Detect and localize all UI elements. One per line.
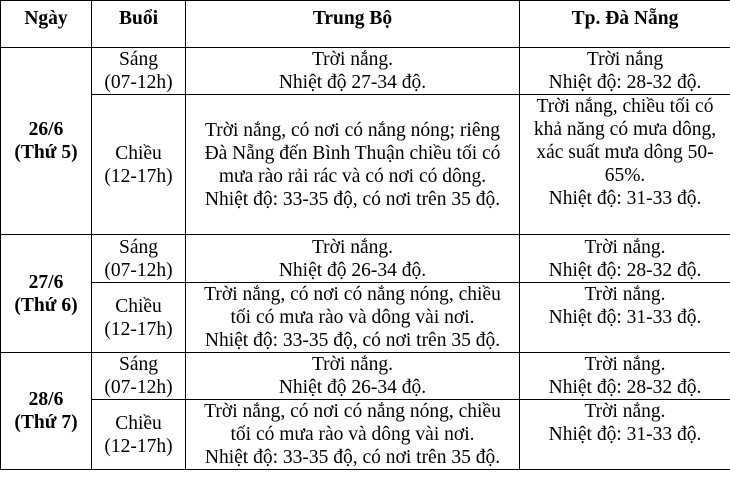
forecast-line: Trời nắng, chiều tối có — [536, 96, 714, 117]
session-label: Sáng — [119, 49, 158, 70]
session-hours: (07-12h) — [104, 377, 173, 398]
forecast-line: Nhiệt độ 27-34 độ. — [278, 72, 427, 93]
session-label: Sáng — [119, 236, 158, 258]
forecast-line: Nhiệt độ: 31-33 độ. — [548, 307, 702, 328]
session-label: Chiều — [115, 412, 162, 434]
danang-forecast — [520, 400, 730, 470]
header-danang: Tp. Đà Nẵng — [520, 1, 730, 48]
danang-forecast — [520, 95, 730, 235]
day-cell — [1, 353, 92, 470]
table-row — [1, 95, 730, 235]
forecast-line: khả năng có mưa dông, — [533, 119, 717, 140]
session-label: Chiều — [115, 142, 162, 164]
forecast-line: Trời nắng. — [584, 354, 666, 375]
forecast-line: Nhiệt độ: 33-35 độ, có nơi trên 35 độ. — [204, 447, 501, 468]
forecast-line: Nhiệt độ 26-34 độ. — [278, 377, 427, 398]
forecast-line: Trời nắng. — [311, 49, 394, 70]
forecast-line: Nhiệt độ: 28-32 độ. — [548, 377, 702, 398]
forecast-line: Trời nắng. — [311, 354, 394, 375]
day-weekday: (Thứ 5) — [14, 142, 78, 163]
session-label: Sáng — [119, 354, 158, 375]
forecast-line: tối có mưa rào và dông vài nơi. — [230, 307, 475, 328]
forecast-line: Trời nắng. — [584, 284, 666, 305]
day-date: 26/6 — [28, 119, 64, 140]
forecast-line: Trời nắng. — [311, 236, 394, 258]
session-hours: (12-17h) — [104, 165, 173, 187]
central-forecast — [186, 283, 520, 353]
day-date: 28/6 — [28, 389, 64, 410]
session-hours: (12-17h) — [104, 435, 173, 457]
danang-forecast — [520, 283, 730, 353]
day-cell — [1, 235, 92, 353]
day-cell — [1, 48, 92, 235]
forecast-line: Đà Nẵng đến Bình Thuận chiều tối có — [204, 142, 501, 164]
central-forecast — [186, 95, 520, 235]
table-row — [1, 400, 730, 470]
session-cell — [92, 400, 186, 470]
forecast-line: Nhiệt độ 26-34 độ. — [278, 259, 427, 281]
central-forecast — [186, 400, 520, 470]
table-row — [1, 235, 730, 283]
forecast-line: mưa rào rải rác và có nơi có dông. — [218, 165, 487, 187]
day-weekday: (Thứ 7) — [14, 412, 78, 433]
header-day: Ngày — [1, 1, 92, 48]
central-forecast — [186, 353, 520, 400]
session-cell — [92, 283, 186, 353]
central-forecast — [186, 48, 520, 95]
forecast-line: tối có mưa rào và dông vài nơi. — [230, 424, 475, 445]
table-row — [1, 48, 730, 95]
forecast-line: Nhiệt độ: 28-32 độ. — [548, 259, 702, 281]
forecast-line: 65%. — [604, 165, 646, 186]
forecast-line: Trời nắng, có nơi có nắng nóng, chiều — [204, 284, 501, 305]
session-hours: (07-12h) — [104, 72, 173, 93]
session-cell — [92, 48, 186, 95]
forecast-line: Nhiệt độ: 28-32 độ. — [548, 72, 702, 93]
danang-forecast — [520, 235, 730, 283]
session-cell — [92, 235, 186, 283]
forecast-line: xác suất mưa dông 50- — [536, 142, 714, 163]
table-row — [1, 283, 730, 353]
forecast-line: Nhiệt độ: 33-35 độ, có nơi trên 35 độ. — [204, 330, 501, 351]
header-central: Trung Bộ — [186, 1, 520, 48]
header-session: Buổi — [92, 1, 186, 48]
day-date: 27/6 — [28, 271, 64, 293]
day-weekday: (Thứ 6) — [14, 294, 78, 316]
danang-forecast — [520, 48, 730, 95]
forecast-line: Nhiệt độ: 33-35 độ, có nơi trên 35 độ. — [204, 188, 501, 210]
session-cell — [92, 95, 186, 235]
session-cell — [92, 353, 186, 400]
session-hours: (07-12h) — [104, 259, 173, 281]
session-hours: (12-17h) — [104, 318, 173, 340]
header-row — [1, 1, 730, 48]
forecast-line: Trời nắng — [586, 49, 664, 70]
forecast-line: Trời nắng. — [584, 401, 666, 422]
danang-forecast — [520, 353, 730, 400]
forecast-line: Trời nắng. — [584, 236, 666, 258]
forecast-line: Trời nắng, có nơi có nắng nóng; riêng — [204, 119, 501, 141]
forecast-line: Nhiệt độ: 31-33 độ. — [548, 188, 702, 209]
session-label: Chiều — [115, 295, 162, 317]
forecast-line: Nhiệt độ: 31-33 độ. — [548, 424, 702, 445]
central-forecast — [186, 235, 520, 283]
table-row — [1, 353, 730, 400]
forecast-line: Trời nắng, có nơi có nắng nóng, chiều — [204, 401, 501, 422]
